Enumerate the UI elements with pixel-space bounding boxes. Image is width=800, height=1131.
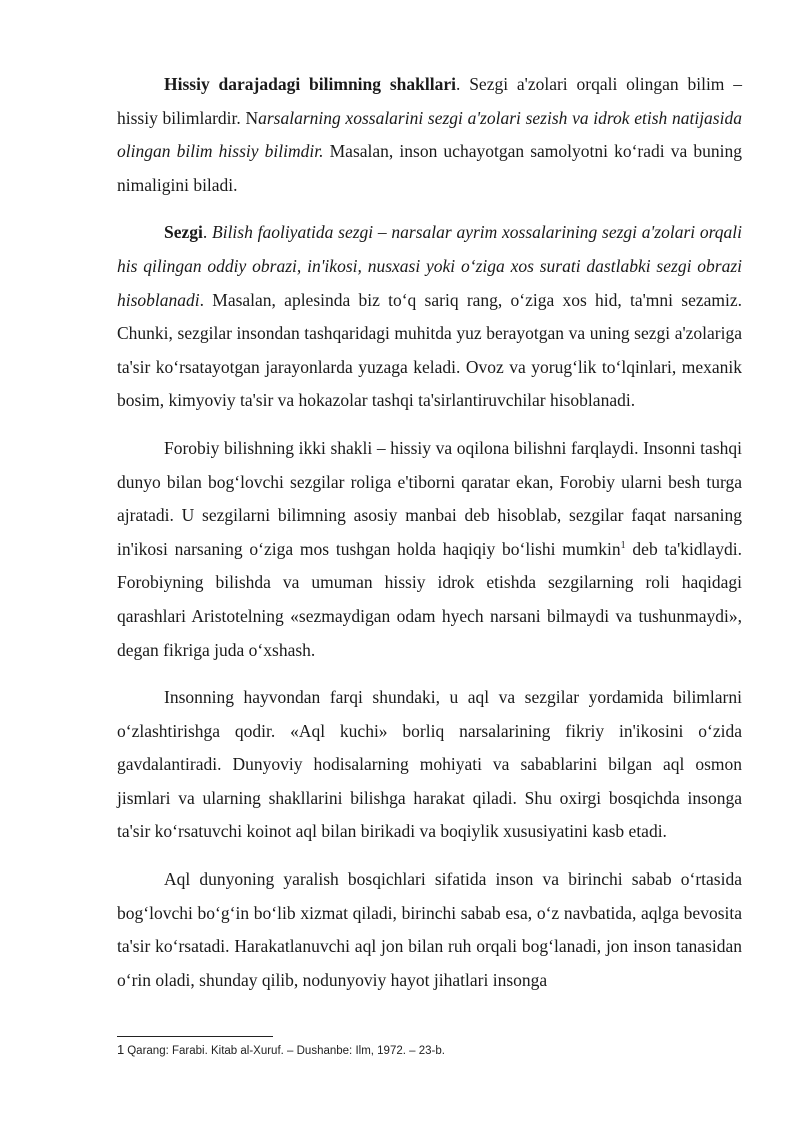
paragraph-lead: Sezgi <box>164 222 203 243</box>
paragraph-5 <box>117 863 742 997</box>
paragraph-lead: Hissiy darajadagi bilimning shakllari <box>164 74 456 94</box>
paragraph-text: . Masalan, aplesinda biz to‘q sariq rang, o‘ziga xos hid, ta'mni sezamiz. Chunki, sezgilar insondan tashqaridagi muhitda yuz berayotgan va uning sezgi a'zolariga ta'sir ko‘rsatayotgan jarayonlarda yuzaga keladi. Ovoz va yorug‘lik to‘lqinlari, mexanik bosim, kimyoviy ta'sir va hokazolar tashqi ta'sirlantiruvchilar hisoblanadi. <box>117 289 742 411</box>
footnote <box>117 1042 742 1057</box>
paragraph-text: Insonning hayvondan farqi shundaki, u aql va sezgilar yordamida bilimlarni o‘zlashtirishga qodir. «Aql kuchi» borliq narsalarining fikriy in'ikosini o‘zida gavdalantiradi. Dunyoviy hodisalarning mohiyati va sabablarini bilgan aql osmon jismlari va ularning shakllarini bilishga harakat qiladi. Shu oxirgi bosqichda insonga ta'sir ko‘rsatuvchi koinot aql bilan birikadi va boqiylik xususiyatini kasb etadi. <box>117 687 742 842</box>
paragraph-2 <box>117 216 742 418</box>
paragraph-1 <box>117 68 742 202</box>
footnote-text: Qarang: Farabi. Kitab al-Xuruf. – Dushanbe: Ilm, 1972. – 23-b. <box>127 1045 445 1057</box>
footnote-reference[interactable]: 1 <box>620 539 626 551</box>
paragraph-italic: Bilish faoliyatida sezgi – narsalar ayrim xossalarining sezgi a'zolari orqali his qilingan oddiy obrazi, in'ikosi, nusxasi yoki o‘ziga xos surati dastlabki sezgi obrazi hisoblanadi <box>117 222 743 310</box>
paragraph-text: Masalan, inson uchayotgan samolyotni ko‘radi va buning nimaligini biladi. <box>117 141 742 195</box>
footnote-divider <box>117 1036 273 1037</box>
paragraph-italic: arsalarning xossalarini sezgi a'zolari sezish va idrok etish natijasida olingan bilim hissiy bilimdir. <box>117 107 742 162</box>
paragraph-text: . <box>202 222 213 243</box>
paragraph-3 <box>117 432 742 667</box>
document-body <box>117 68 742 1011</box>
paragraph-text: . Sezgi a'zolari orqali olingan bilim – hissiy bilimlardir. N <box>117 74 742 128</box>
paragraph-text: Forobiy bilishning ikki shakli – hissiy va oqilona bilishni farqlaydi. Insonni tashqi dunyo bilan bog‘lovchi sezgilar roliga e'tiborni qaratar ekan, Forobiy ularni besh turga ajratadi. U sezgilarni bilimning asosiy manbai deb hisoblab, sezgilar faqat narsaning in'ikosi narsaning o‘ziga mos tushgan holda haqiqiy bo‘lishi mumkin <box>117 437 742 559</box>
footnote-number: 1 <box>117 1042 125 1057</box>
paragraph-4 <box>117 681 742 849</box>
paragraph-text: deb ta'kidlaydi. Forobiyning bilishda va umuman hissiy idrok etishda sezgilarning roli haqidagi qarashlari Aristotelning «sezmaydigan odam hyech narsani bilmaydi va tushunmaydi», degan fikriga juda o‘xshash. <box>117 538 742 660</box>
paragraph-text: Aql dunyoning yaralish bosqichlari sifatida inson va birinchi sabab o‘rtasida bog‘lovchi bo‘g‘in bo‘lib xizmat qiladi, birinchi sabab esa, o‘z navbatida, aqlga bevosita ta'sir ko‘rsatadi. Harakatlanuvchi aql jon bilan ruh orqali bog‘lanadi, jon inson tanasidan o‘rin oladi, shunday qilib, nodunyoviy hayot jihatlari insonga <box>117 869 742 990</box>
